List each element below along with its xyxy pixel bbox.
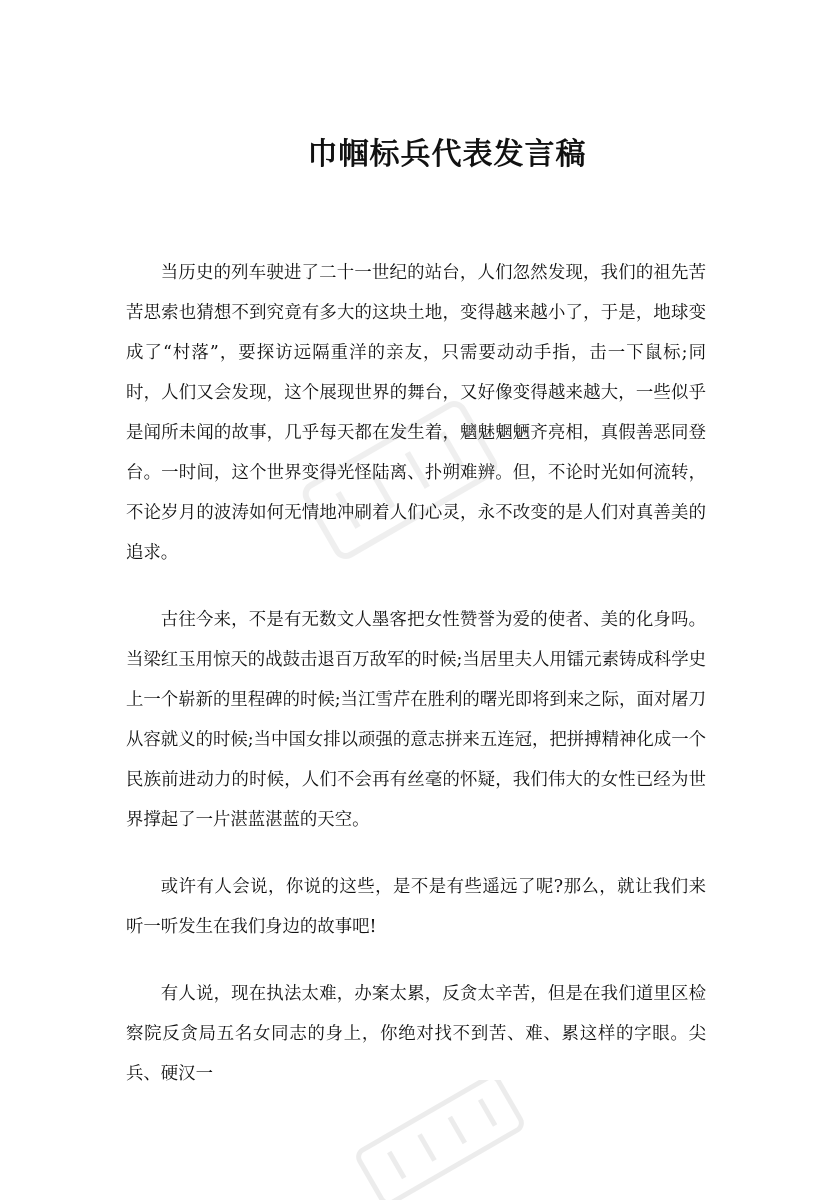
speech-body [126,253,706,1121]
page-title: 巾帼标兵代表发言稿 [307,137,587,173]
paragraph: 或许有人会说，你说的这些，是不是有些遥远了呢?那么，就让我们来听一听发生在我们身边的故事吧! [126,877,706,937]
paragraph: 有人说，现在执法太难，办案太累，反贪太辛苦，但是在我们道里区检察院反贪局五名女同志的身上，你绝对找不到苦、难、累这样的字眼。尖兵、硬汉一 [126,984,706,1084]
paragraph: 古往今来，不是有无数文人墨客把女性赞誉为爱的使者、美的化身吗。当梁红玉用惊天的战鼓击退百万敌军的时候;当居里夫人用镭元素铸成科学史上一个崭新的里程碑的时候;当江雪芹在胜利的曙光即将到来之际，面对屠刀从容就义的时候;当中国女排以顽强的意志拼来五连冠，把拼搏精神化成一个民族前进动力的时候，人们不会再有丝毫的怀疑，我们伟大的女性已经为世界撑起了一片湛蓝湛蓝的天空。 [126,610,706,830]
paragraph: 当历史的列车驶进了二十一世纪的站台，人们忽然发现，我们的祖先苦苦思索也猜想不到究竟有多大的这块土地，变得越来越小了，于是，地球变成了“村落”，要探访远隔重洋的亲友，只需要动动手指，击一下鼠标;同时，人们又会发现，这个展现世界的舞台，又好像变得越来越大，一些似乎是闻所未闻的故事，几乎每天都在发生着，魑魅魍魉齐亮相，真假善恶同登台。一时间，这个世界变得光怪陆离、扑朔难辨。但，不论时光如何流转，不论岁月的波涛如何无情地冲刷着人们心灵，永不改变的是人们对真善美的追求。 [126,263,706,563]
